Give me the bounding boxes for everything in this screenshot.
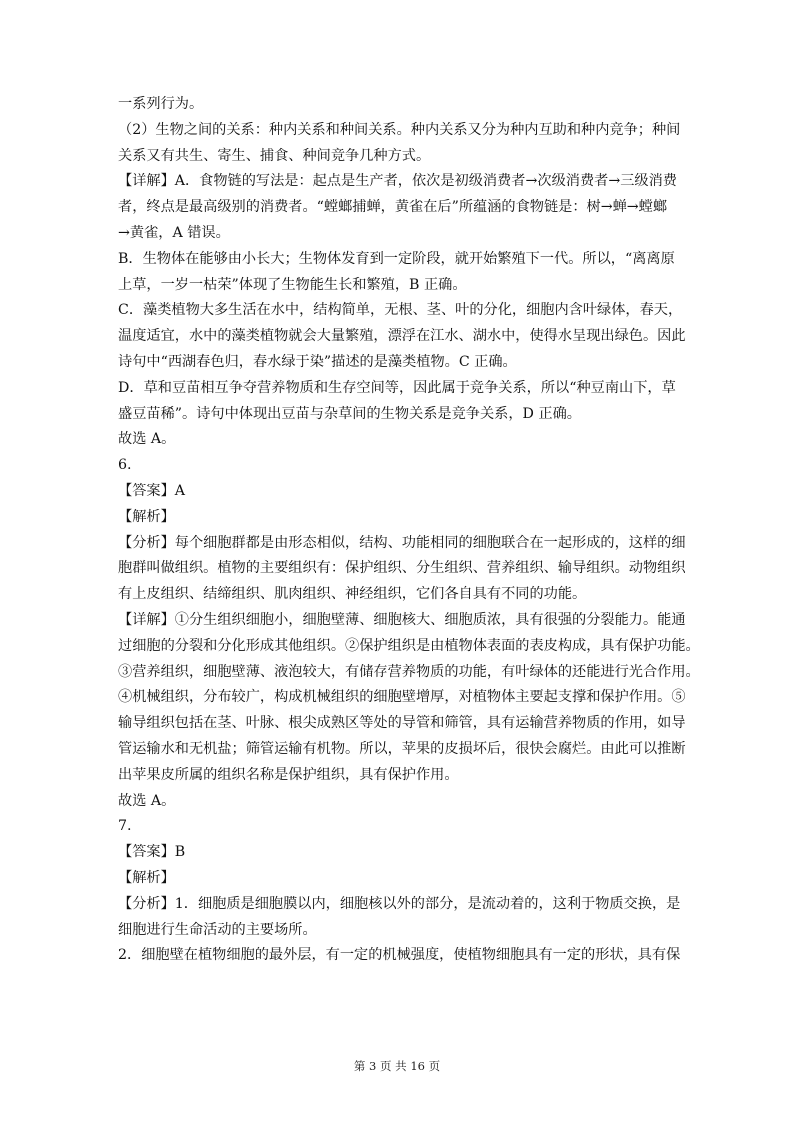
text-line: 输导组织包括在茎、叶脉、根尖成熟区等处的导管和筛管，具有运输营养物质的作用，如导 [118,715,686,732]
text-line: 故选 A。 [118,431,176,448]
text-line: 上草，一岁一枯荣”体现了生物能生长和繁殖，B 正确。 [118,276,467,293]
text-line: 诗句中“西湖春色归，春水绿于染”描述的是藻类植物。C 正确。 [118,353,517,370]
text-line: 一系列行为。 [118,96,204,112]
text-line: 故选 A。 [118,792,176,809]
text-line: （2）生物之间的关系：种内关系和种间关系。种内关系又分为种内互助和种内竞争；种间 [118,121,681,138]
text-line: 细胞进行生命活动的主要场所。 [118,921,317,938]
analysis-heading: 【解析】 [118,508,175,525]
text-line: 2．细胞壁在植物细胞的最外层，有一定的机械强度，使植物细胞具有一定的形状，具有保 [118,947,681,964]
text-line: 者，终点是最高级别的消费者。“螳螂捕蝉，黄雀在后”所蕴涵的食物链是：树→蝉→螳螂 [118,199,668,216]
answer-line: 【答案】B [118,844,186,861]
text-line: →黄雀，A 错误。 [118,224,230,241]
document-body [118,92,700,969]
question-number: 7. [118,818,132,835]
text-line: 【分析】每个细胞群都是由形态相似，结构、功能相同的细胞联合在一起形成的，这样的细 [118,534,686,551]
text-line: 【详解】①分生组织细胞小，细胞壁薄、细胞核大、细胞质浓，具有很强的分裂能力。能通 [118,611,686,628]
text-line: ③营养组织，细胞壁薄、液泡较大，有储存营养物质的功能，有叶绿体的还能进行光合作用。 [118,663,700,680]
text-line: ④机械组织，分布较广，构成机械组织的细胞壁增厚，对植物体主要起支撑和保护作用。⑤ [118,689,686,706]
text-line: 有上皮组织、结缔组织、肌肉组织、神经组织，它们各自具有不同的功能。 [118,586,587,603]
text-line: 【分析】1．细胞质是细胞膜以内，细胞核以外的部分，是流动着的，这利于物质交换，是 [118,895,681,912]
text-line: B．生物体在能够由小长大；生物体发育到一定阶段，就开始繁殖下一代。所以，“离离原 [118,250,675,267]
text-line: 过细胞的分裂和分化形成其他组织。②保护组织是由植物体表面的表皮构成，具有保护功能。 [118,637,700,654]
question-number: 6. [118,457,132,474]
text-line: 关系又有共生、寄生、捕食、种间竞争几种方式。 [118,147,431,164]
answer-line: 【答案】A [118,482,185,499]
text-line: C．藻类植物大多生活在水中，结构简单，无根、茎、叶的分化，细胞内含叶绿体，春天， [118,302,683,319]
analysis-heading: 【解析】 [118,869,175,886]
text-line: 温度适宜，水中的藻类植物就会大量繁殖，漂浮在江水、湖水中，使得水呈现出绿色。因此 [118,328,686,345]
text-line: 【详解】A．食物链的写法是：起点是生产者，依次是初级消费者→次级消费者→三级消费 [118,173,677,190]
page-footer: 第 3 页 共 16 页 [353,1059,441,1073]
text-line: 出苹果皮所属的组织名称是保护组织，具有保护作用。 [118,766,459,783]
text-line: 盛豆苗稀”。诗句中体现出豆苗与杂草间的生物关系是竞争关系，D 正确。 [118,405,581,422]
text-line: 管运输水和无机盐；筛管运输有机物。所以，苹果的皮损坏后，很快会腐烂。由此可以推断 [118,740,686,757]
text-line: D．草和豆苗相互争夺营养物质和生存空间等，因此属于竞争关系，所以“种豆南山下，草 [118,379,676,396]
text-line: 胞群叫做组织。植物的主要组织有：保护组织、分生组织、营养组织、输导组织。动物组织 [118,560,686,577]
